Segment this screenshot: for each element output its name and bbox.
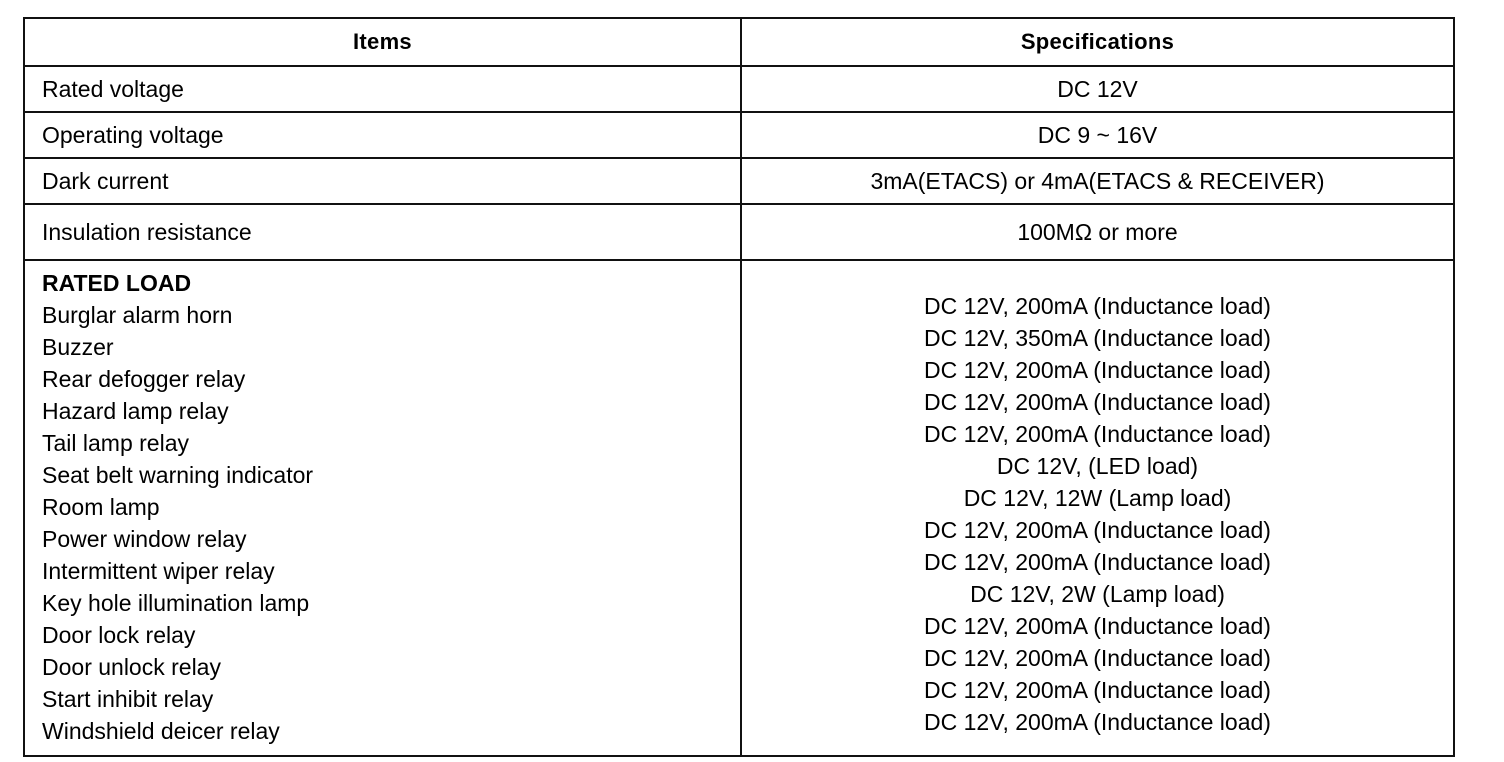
rated-load-spec: DC 12V, 200mA (Inductance load)	[924, 517, 1271, 543]
rated-load-title: RATED LOAD	[42, 270, 192, 296]
rated-load-item: Hazard lamp relay	[42, 398, 229, 424]
rated-load-item: Windshield deicer relay	[42, 718, 280, 744]
rated-load-item: Seat belt warning indicator	[42, 462, 314, 488]
item-cell: Rated voltage	[24, 66, 741, 112]
item-cell: Dark current	[24, 158, 741, 204]
rated-load-item: Door lock relay	[42, 622, 196, 648]
table-row	[24, 204, 1454, 260]
rated-load-item: Buzzer	[42, 334, 114, 360]
table-row	[24, 66, 1454, 112]
spec-cell: 100MΩ or more	[741, 204, 1454, 260]
item-cell: Operating voltage	[24, 112, 741, 158]
rated-load-items-cell	[24, 260, 741, 756]
rated-load-spec: DC 12V, 200mA (Inductance load)	[924, 293, 1271, 319]
item-cell: Insulation resistance	[24, 204, 741, 260]
rated-load-spec: DC 12V, 200mA (Inductance load)	[924, 357, 1271, 383]
specifications-table	[23, 17, 1455, 757]
rated-load-item: Rear defogger relay	[42, 366, 246, 392]
rated-load-item: Intermittent wiper relay	[42, 558, 275, 584]
rated-load-item: Tail lamp relay	[42, 430, 189, 456]
table-header-row	[24, 18, 1454, 66]
rated-load-spec: DC 12V, (LED load)	[996, 453, 1199, 479]
rated-load-spec: DC 12V, 200mA (Inductance load)	[924, 645, 1271, 671]
rated-load-item: Key hole illumination lamp	[42, 590, 310, 616]
table-row	[24, 158, 1454, 204]
header-specifications: Specifications	[741, 18, 1454, 66]
rated-load-spec-spacer	[742, 267, 1453, 290]
rated-load-item: Start inhibit relay	[42, 686, 214, 712]
spec-cell: DC 12V	[741, 66, 1454, 112]
rated-load-spec: DC 12V, 200mA (Inductance load)	[924, 709, 1271, 735]
rated-load-spec: DC 12V, 200mA (Inductance load)	[924, 613, 1271, 639]
rated-load-row	[24, 260, 1454, 756]
rated-load-spec: DC 12V, 200mA (Inductance load)	[924, 549, 1271, 575]
header-items: Items	[24, 18, 741, 66]
rated-load-spec: DC 12V, 12W (Lamp load)	[963, 485, 1232, 511]
table-row	[24, 112, 1454, 158]
rated-load-item: Burglar alarm horn	[42, 302, 233, 328]
spec-cell: 3mA(ETACS) or 4mA(ETACS & RECEIVER)	[741, 158, 1454, 204]
rated-load-spec: DC 12V, 200mA (Inductance load)	[924, 677, 1271, 703]
rated-load-item: Door unlock relay	[42, 654, 221, 680]
rated-load-spec: DC 12V, 350mA (Inductance load)	[924, 325, 1271, 351]
rated-load-item: Room lamp	[42, 494, 160, 520]
rated-load-spec: DC 12V, 2W (Lamp load)	[970, 581, 1225, 607]
rated-load-spec: DC 12V, 200mA (Inductance load)	[924, 389, 1271, 415]
rated-load-item: Power window relay	[42, 526, 247, 552]
spec-cell: DC 9 ~ 16V	[741, 112, 1454, 158]
rated-load-specs-cell	[741, 260, 1454, 756]
rated-load-spec: DC 12V, 200mA (Inductance load)	[924, 421, 1271, 447]
